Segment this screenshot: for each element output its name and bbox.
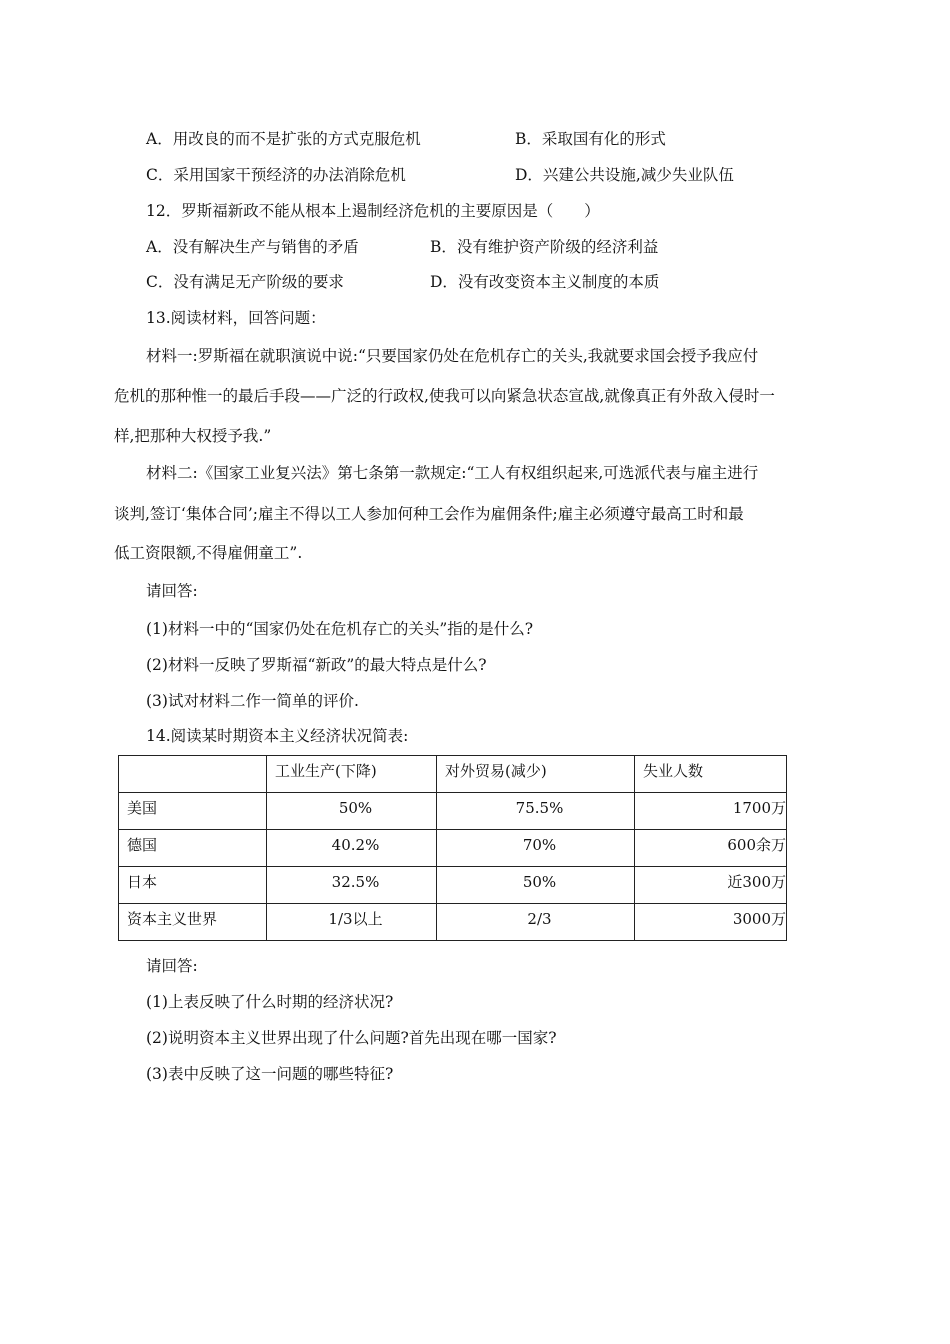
- table-cell: 近300万: [635, 867, 787, 904]
- table-header-cell: [119, 756, 267, 793]
- table-cell: 70%: [437, 830, 635, 867]
- q11-option-c: C．采用国家干预经济的办法消除危机: [146, 166, 406, 184]
- table-cell-country: 美国: [119, 793, 267, 830]
- table-header-cell: 对外贸易(减少): [437, 756, 635, 793]
- q14-stem: 14.阅读某时期资本主义经济状况简表:: [146, 727, 409, 745]
- q13-material1-line2: 危机的那种惟一的最后手段——广泛的行政权,使我可以向紧急状态宣战,就像真正有外敌入侵时一: [114, 387, 775, 405]
- table-header-cell: 工业生产(下降): [267, 756, 437, 793]
- q13-material2-line3: 低工资限额,不得雇佣童工”.: [114, 544, 303, 562]
- economy-table: [118, 755, 787, 941]
- q13-question-2: (2)材料一反映了罗斯福“新政”的最大特点是什么?: [146, 656, 487, 674]
- table-row: [119, 904, 787, 941]
- q13-material1-line1: 材料一:罗斯福在就职演说中说:“只要国家仍处在危机存亡的关头,我就要求国会授予我应付: [146, 347, 759, 365]
- q13-prompt: 请回答:: [146, 582, 198, 600]
- table-cell-country: 资本主义世界: [119, 904, 267, 941]
- table-cell: 40.2%: [267, 830, 437, 867]
- q12-option-d: D．没有改变资本主义制度的本质: [430, 273, 660, 291]
- table-cell: 75.5%: [437, 793, 635, 830]
- q14-question-1: (1)上表反映了什么时期的经济状况?: [146, 993, 394, 1011]
- table-cell-country: 德国: [119, 830, 267, 867]
- q13-material2-line2: 谈判,签订‘集体合同’;雇主不得以工人参加何种工会作为雇佣条件;雇主必须遵守最高工时和最: [114, 505, 744, 523]
- table-cell: 1/3以上: [267, 904, 437, 941]
- q12-option-b: B．没有维护资产阶级的经济利益: [430, 238, 659, 256]
- table-row: [119, 793, 787, 830]
- table-cell: 32.5%: [267, 867, 437, 904]
- q12-stem: 12．罗斯福新政不能从根本上遏制经济危机的主要原因是（ ）: [146, 202, 600, 220]
- table-cell: 600余万: [635, 830, 787, 867]
- table-header-cell: 失业人数: [635, 756, 787, 793]
- q13-question-3: (3)试对材料二作一简单的评价.: [146, 692, 359, 710]
- table-row: [119, 867, 787, 904]
- table-row: [119, 830, 787, 867]
- q13-question-1: (1)材料一中的“国家仍处在危机存亡的关头”指的是什么?: [146, 620, 534, 638]
- table-cell-country: 日本: [119, 867, 267, 904]
- q11-option-d: D．兴建公共设施,减少失业队伍: [515, 166, 734, 184]
- q11-option-b: B．采取国有化的形式: [515, 130, 666, 148]
- table-cell: 50%: [437, 867, 635, 904]
- table-cell: 50%: [267, 793, 437, 830]
- q13-material1-line3: 样,把那种大权授予我.”: [114, 427, 272, 445]
- q11-option-a: A．用改良的而不是扩张的方式克服危机: [146, 130, 421, 148]
- table-cell: 2/3: [437, 904, 635, 941]
- q14-prompt: 请回答:: [146, 957, 198, 975]
- q12-option-c: C．没有满足无产阶级的要求: [146, 273, 344, 291]
- q14-question-3: (3)表中反映了这一问题的哪些特征?: [146, 1065, 394, 1083]
- q13-stem: 13.阅读材料，回答问题：: [146, 309, 326, 327]
- table-header-row: [119, 756, 787, 793]
- table-cell: 3000万: [635, 904, 787, 941]
- q14-question-2: (2)说明资本主义世界出现了什么问题?首先出现在哪一国家?: [146, 1029, 557, 1047]
- q12-option-a: A．没有解决生产与销售的矛盾: [146, 238, 359, 256]
- q13-material2-line1: 材料二:《国家工业复兴法》第七条第一款规定:“工人有权组织起来,可选派代表与雇主进行: [146, 464, 759, 482]
- table-cell: 1700万: [635, 793, 787, 830]
